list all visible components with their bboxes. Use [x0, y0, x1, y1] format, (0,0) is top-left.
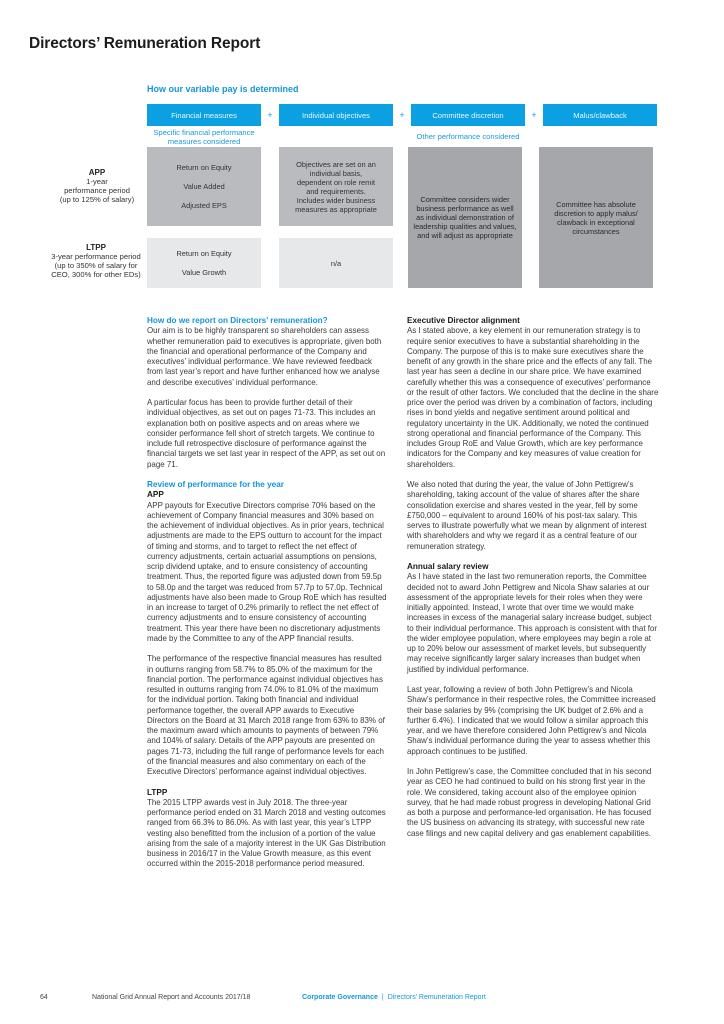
diagram-title: How our variable pay is determined — [147, 84, 299, 94]
row-desc: (up to 125% of salary) — [59, 195, 135, 204]
right-text-column — [407, 316, 659, 849]
app-individual-box: Objectives are set on an individual basis, dependent on role remit and requirements. Includes wider business measures as appropriate — [279, 147, 393, 226]
measure-item: Value Growth — [181, 268, 227, 277]
page-title: Directors’ Remuneration Report — [29, 35, 261, 52]
footer-separator: | — [381, 994, 384, 1001]
header-committee-discretion: Committee discretion — [411, 104, 525, 126]
paragraph: A particular focus has been to provide further detail of their individual objectives, as set out on pages 71-73. This includes an explanation both on positive aspects and on areas where we consider performance fell short of stretch targets. We continue to include full retrospective disclosure of performance against the financial targets we set last year in respect of the APP, as set out on page 71. — [147, 398, 386, 469]
row-desc: 1-year — [86, 177, 108, 186]
row-label-ltpp — [36, 243, 156, 279]
paragraph: As I have stated in the last two remuneration reports, the Committee decided not to award John Pettigrew and Nicola Shaw salaries at our assessment of the appropriate levels for their roles when they were initially appointed. Instead, I wrote that over time we would make increases in excess of the managerial salary increase budget, subject to their individual performance. This approach is consistent with that for the wider employee population, where employees may begin a role at up to 20% below our assessment of market levels, but subsequently may receive significantly larger salary increases than budget when justified by individual performance. — [407, 572, 658, 674]
paragraph: APP payouts for Executive Directors comprise 70% based on the achievement of Company financial measures and 30% based on the achievement of individual objectives. As in prior years, technical adjustments are made to the EPS outturn to account for the impact of timing and storms, and to target to reflect the net effect of currency adjustments, certain actuarial assumptions on pensions, scrip dividend uptake, and to ensure consistency of accounting treatment. Thus, the reported figure was adjusted down from 59.5p to 58.0p and the target was reduced from 57.7p to 57.0p. Technical adjustments have also been made to Group RoE which has resulted in an increase to target of 0.2% primarily to reflect the net effect of currency adjustments and to ensure consistency of accounting treatment. This year there have been no discretionary adjustments made by the Committee to any of the APP financial results. — [147, 500, 387, 643]
row-desc: 3-year performance period — [51, 252, 141, 261]
measure-item: Return on Equity — [176, 163, 232, 172]
row-label-app — [42, 168, 152, 204]
app-financial-box — [147, 147, 261, 226]
subheading-app: APP — [147, 490, 164, 500]
paragraph: The 2015 LTPP awards vest in July 2018. The three-year performance period ended on 31 March 2018 and vesting outcomes ranged from 66.3% to 86.0%. As with last year, this year’s LTPP vesting also benefitted from the inclusion of a portion of the value arising from the sale of a majority interest in the UK Gas Distribution business in 2016/17 in the Value Growth measure, as this event occurred within the 2015-2018 performance period measured. — [147, 797, 386, 869]
paragraph: The performance of the respective financial measures has resulted in outturns ranging from 58.7% to 85.0% of the maximum for the financial portion. The performance against individual objectives has resulted in outturns ranging from 74.0% to 81.0% of the maximum for the individual portion. Taking both financial and individual performance together, the overall APP awards to Executive Directors on the Board at 31 March 2018 range from 63% to 83% of the maximum award which amounts to payments of between 79% and 104% of salary. Details of the APP payouts are presented on pages 71-73, including the full range of performance levels for each of the financial measures and also commentary on each of the Executive Directors’ performance against individual objectives. — [147, 654, 385, 776]
paragraph: As I stated above, a key element in our remuneration strategy is to require senior executives to have a substantial shareholding in the Company. The purpose of this is to make sure executives share the benefit of any growth in the share price and the effects of any fall. The last year has seen a decline in our share price. We have examined carefully whether this was a consequence of executives’ performance or the result of other factors. We concluded that the decline in the share price over the period was driven by a combination of factors, including rises in bond yields and negative sentiment around political and regulatory uncertainty in the UK. Additionally, we noted the continued strong operational and financial performance of the Company. This includes Group RoE and Value Growth, which are key performance indicators for the Company and key measures of value creation for shareholders. — [407, 326, 659, 469]
section-heading-review: Review of performance for the year — [147, 480, 284, 489]
plus-sign: + — [531, 110, 537, 120]
paragraph: Our aim is to be highly transparent so shareholders can assess whether remuneration paid to executives is appropriate, given both the financial and operational performance of the Company and executives’ individual performance. We have reviewed feedback from last year’s report and have further enhanced how we analyse and describe executives’ individual performance. — [147, 326, 382, 387]
footer-subsection-link[interactable]: Directors’ Remuneration Report — [387, 994, 486, 1001]
measure-item: Return on Equity — [176, 249, 232, 258]
paragraph: Last year, following a review of both John Pettigrew’s and Nicola Shaw’s performance in their respective roles, the Committee increased their base salaries by 9% (comprising the UK budget of 2.6% and a further 6.4%). I indicated that we would follow a similar approach this year, and we have therefore considered John Pettigrew’s and Nicola Shaw’s individual performance during the year to assess whether this approach continues to be justified. — [407, 685, 656, 756]
left-text-column — [147, 316, 387, 880]
section-heading-reporting: How do we report on Directors’ remuneration? — [147, 316, 328, 325]
footer-section-link[interactable]: Corporate Governance — [302, 994, 378, 1001]
row-title: LTPP — [86, 243, 106, 252]
plus-sign: + — [399, 110, 405, 120]
page-number: 64 — [40, 994, 48, 1001]
row-desc: performance period — [64, 186, 130, 195]
row-title: APP — [88, 168, 106, 177]
measure-item: Value Added — [183, 182, 225, 191]
ltpp-financial-box — [147, 238, 261, 288]
row-desc: (up to 350% of salary for — [54, 261, 138, 270]
header-financial-measures: Financial measures — [147, 104, 261, 126]
header-malus-clawback: Malus/clawback — [543, 104, 657, 126]
financial-subheading: Specific financial performance measures considered — [153, 128, 255, 146]
committee-discretion-box: Committee considers wider business performance as well as individual demonstration of leadership qualities and values, and will adjust as appropriate — [408, 147, 522, 288]
subheading-ltpp: LTPP — [147, 787, 168, 797]
publication-title: National Grid Annual Report and Accounts 2017/18 — [92, 994, 251, 1001]
section-heading-salary-review: Annual salary review — [407, 562, 489, 571]
plus-sign: + — [267, 110, 273, 120]
paragraph: In John Pettigrew’s case, the Committee concluded that in his second year as CEO he had continued to build on his strong first year in the role. We considered, taking account also of the employee opinion survey, that he had made robust progress in developing National Grid as both a purpose and performance-led organisation. He has focused the US business on advancing its strategy, with successful new rate case filings and new capital delivery and gas enablement capabilities. — [407, 767, 652, 838]
section-heading-alignment: Executive Director alignment — [407, 316, 520, 325]
malus-clawback-box: Committee has absolute discretion to apply malus/ clawback in exceptional circumstances — [539, 147, 653, 288]
ltpp-individual-box: n/a — [279, 238, 393, 288]
page-footer — [40, 994, 486, 1001]
header-individual-objectives: Individual objectives — [279, 104, 393, 126]
row-desc: CEO, 300% for other EDs) — [51, 270, 141, 279]
measure-item: Adjusted EPS — [181, 201, 227, 210]
paragraph: We also noted that during the year, the value of John Pettigrew’s shareholding, taking account of the value of shares after the share consolidation exercise and shares vested in the year, fell by some £750,000 – equivalent to around 160% of his post-tax salary. This serves to illustrate powerfully what we mean by alignment of interest with shareholders and why we regard it as a central feature of our remuneration strategy. — [407, 480, 647, 551]
committee-subheading: Other performance considered — [416, 132, 520, 141]
